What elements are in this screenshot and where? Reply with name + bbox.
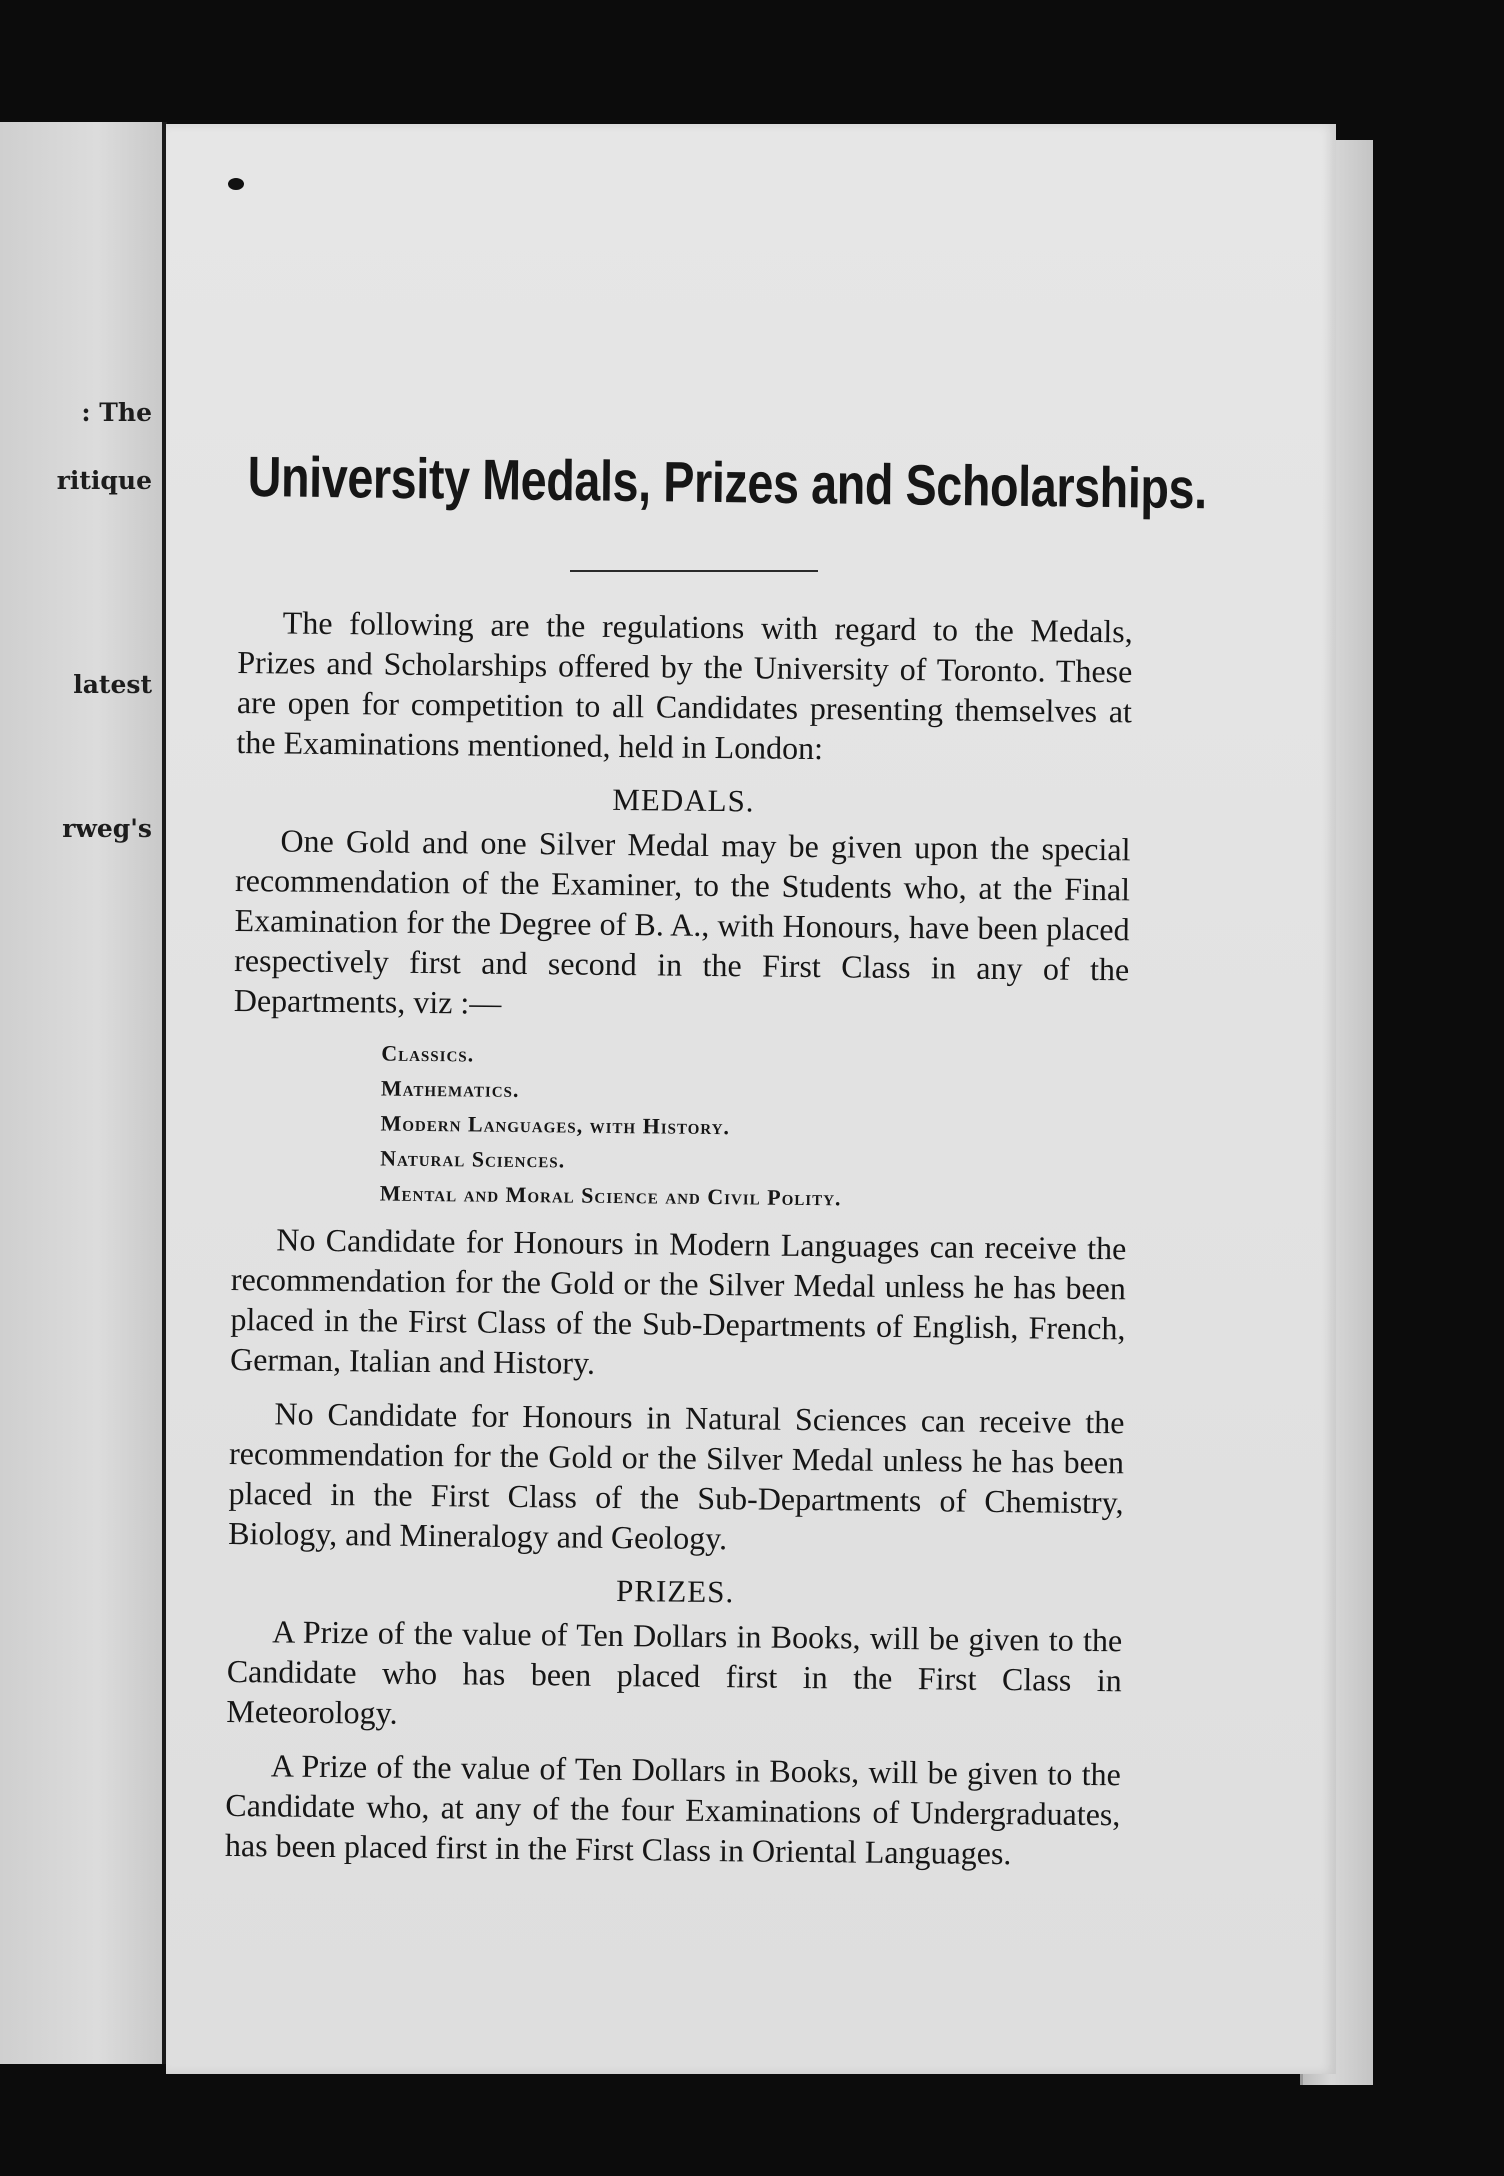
prizes-paragraph-1: A Prize of the value of Ten Dollars in Books, will be given to the Candidate who has been placed first in the First Class in Meteorology. xyxy=(226,1613,1123,1731)
prizes-paragraph-2: A Prize of the value of Ten Dollars in Books, will be given to the Candidate who, at any of the four Examinations of Undergraduates, has been placed first in the First Class in Oriental Languages. xyxy=(224,1747,1121,1872)
department-item: Mental and Moral Science and Civil Polity. xyxy=(379,1180,842,1211)
medals-paragraph-3: No Candidate for Honours in Natural Sciences can receive the recommendation for the Gold or the Silver Medal unless he has been placed in the First Class of the Sub-Departments of Chemistry, Biology, and Mineralogy and Geology. xyxy=(228,1395,1125,1557)
medals-heading: MEDALS. xyxy=(612,781,755,819)
left-fragment-4: rweg's xyxy=(62,814,152,843)
department-item: Natural Sciences. xyxy=(380,1145,566,1173)
body-text xyxy=(225,602,1133,1888)
page-title: University Medals, Prizes and Scholarships. xyxy=(247,444,1208,522)
left-fragment-3: latest xyxy=(73,670,152,699)
left-fragment-2: ritique xyxy=(56,466,152,495)
prizes-heading: PRIZES. xyxy=(615,1573,735,1610)
medals-paragraph-1: One Gold and one Silver Medal may be given upon the special recommendation of the Examiner, to the Students who, at the Final Examination for the Degree of B. A., with Honours, have been placed respectively first and second in the First Class in any of the Departments, viz :— xyxy=(233,822,1131,1021)
intro-paragraph: The following are the regulations with regard to the Medals, Prizes and Scholarships offered by the University of Toronto. These are open for competition to all Candidates presenting themselves at the Examinations mentioned, held in London: xyxy=(236,604,1133,767)
departments-list xyxy=(380,1036,1129,1219)
previous-page-fragment xyxy=(0,122,167,2064)
department-item: Mathematics. xyxy=(380,1075,520,1102)
medals-paragraph-2: No Candidate for Honours in Modern Languages can receive the recommendation for the Gold or the Silver Medal unless he has been placed in the First Class of the Sub-Departments of English, French, German, Italian and History. xyxy=(229,1221,1127,1381)
left-fragment-1: : The xyxy=(81,398,152,427)
department-item: Modern Languages, with History. xyxy=(380,1110,731,1140)
title-rule xyxy=(570,570,818,572)
ink-blot xyxy=(228,178,244,190)
document-page xyxy=(166,124,1336,2074)
department-item: Classics. xyxy=(381,1040,475,1067)
